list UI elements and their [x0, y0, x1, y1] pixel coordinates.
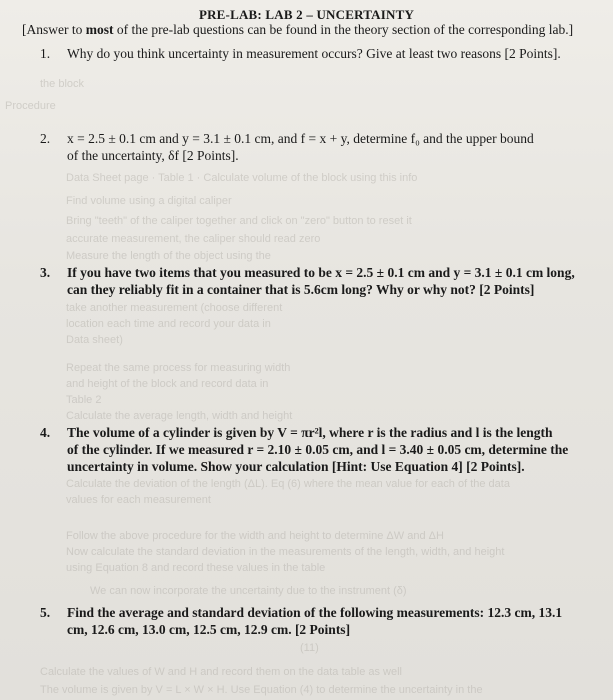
show-through-text: Table 2	[66, 394, 102, 406]
show-through-text: Calculate the values of W and H and record them on the data table as well	[40, 666, 402, 678]
question-number: 2.	[40, 131, 51, 146]
question-number: 4.	[40, 425, 51, 440]
question-text-line: can they reliably fit in a container that is 5.6cm long? Why or why not? [2 Points]	[67, 282, 535, 297]
show-through-text: Measure the length of the object using the	[66, 250, 271, 262]
show-through-text: Calculate the average length, width and height	[66, 410, 293, 422]
question-text-line: If you have two items that you measured to be x = 2.5 ± 0.1 cm and y = 3.1 ± 0.1 cm long,	[67, 265, 575, 280]
show-through-text: Now calculate the standard deviation in the measurements of the length, width, and height	[66, 546, 505, 558]
question-number: 5.	[40, 605, 51, 620]
question-1	[40, 45, 600, 62]
show-through-text: Procedure	[5, 100, 56, 112]
instructions-note	[22, 22, 573, 38]
note-emphasis: most	[85, 22, 114, 37]
question-text-line: The volume of a cylinder is given by V = πr²l, where r is the radius and l is the length	[67, 425, 553, 440]
question-2	[40, 130, 600, 164]
show-through-text: values for each measurement	[66, 494, 211, 506]
question-text-line: of the uncertainty, δf [2 Points].	[67, 148, 239, 163]
question-4	[40, 424, 600, 475]
question-5	[40, 604, 600, 638]
question-text-line: cm, 12.6 cm, 13.0 cm, 12.5 cm, 12.9 cm. [2 Points]	[67, 622, 351, 637]
question-text: Why do you think uncertainty in measurement occurs? Give at least two reasons [2 Points].	[67, 46, 561, 61]
page-title: PRE-LAB: LAB 2 – UNCERTAINTY	[198, 7, 415, 22]
show-through-text: We can now incorporate the uncertainty due to the instrument (δ)	[90, 585, 407, 597]
show-through-text: Data Sheet page · Table 1 · Calculate volume of the block using this info	[66, 172, 418, 184]
question-3	[40, 264, 600, 298]
show-through-text: accurate measurement, the caliper should read zero	[66, 233, 321, 245]
note-suffix: of the pre-lab questions can be found in the theory section of the corresponding lab.]	[113, 22, 574, 37]
show-through-text: The volume is given by V = L × W × H. Use Equation (4) to determine the uncertainty in the	[40, 684, 483, 696]
show-through-text: Follow the above procedure for the width and height to determine ΔW and ΔH	[66, 530, 444, 542]
show-through-text: Find volume using a digital caliper	[66, 195, 232, 207]
show-through-text: Data sheet)	[66, 334, 123, 346]
show-through-text: Calculate the deviation of the length (ΔL). Eq (6) where the mean value for each of the data	[66, 478, 510, 490]
show-through-text: Bring "teeth" of the caliper together and click on "zero" button to reset it	[66, 215, 412, 227]
show-through-text: take another measurement (choose different	[66, 302, 283, 314]
show-through-text: Repeat the same process for measuring width	[66, 362, 291, 374]
question-text-line: of the cylinder. If we measured r = 2.10 ± 0.05 cm, and l = 3.40 ± 0.05 cm, determine the	[67, 442, 569, 457]
show-through-text: (11)	[300, 642, 319, 654]
show-through-text: the block	[40, 78, 85, 90]
question-text-line: uncertainty in volume. Show your calculation [Hint: Use Equation 4] [2 Points].	[67, 459, 525, 474]
show-through-text: location each time and record your data in	[66, 318, 271, 330]
note-prefix: [Answer to	[22, 22, 86, 37]
question-number: 1.	[40, 46, 51, 61]
question-text-line: x = 2.5 ± 0.1 cm and y = 3.1 ± 0.1 cm, and f = x + y, determine f₀ and the upper bound	[67, 131, 534, 146]
question-number: 3.	[40, 265, 51, 280]
question-text-line: Find the average and standard deviation of the following measurements: 12.3 cm, 13.1	[67, 605, 563, 620]
show-through-text: and height of the block and record data in	[66, 378, 269, 390]
show-through-text: using Equation 8 and record these values in the table	[66, 562, 326, 574]
